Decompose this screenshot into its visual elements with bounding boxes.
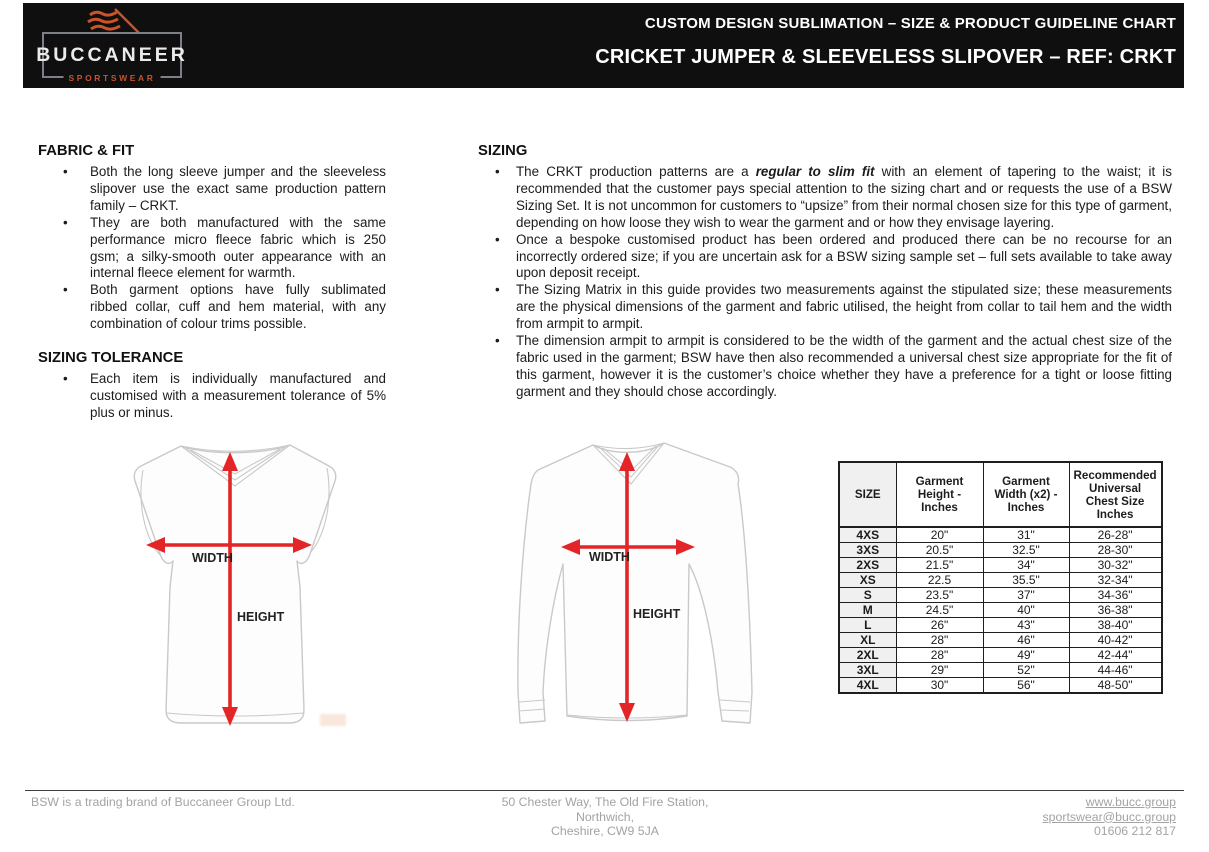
bullet-item: • The dimension armpit to armpit is considered to be the width of the garment and the actual chest size of the fabric used in the garment; BSW have then also recommended a universal chest size appropriate for the fit of this garment, however it is the customer’s choice whether they have a preference for a tight or loose fitting garment and they should chose accordingly. <box>516 333 1172 401</box>
logo-wordmark: BUCCANEER <box>36 43 188 66</box>
width-cell: 32.5" <box>983 543 1069 558</box>
table-row <box>839 573 1162 588</box>
width-label: WIDTH <box>589 550 630 564</box>
height-cell: 20.5" <box>896 543 983 558</box>
email-link[interactable]: sportswear@bucc.group <box>1042 809 1176 824</box>
height-cell: 24.5" <box>896 603 983 618</box>
height-cell: 29" <box>896 663 983 678</box>
height-cell: 22.5 <box>896 573 983 588</box>
chest-cell: 42-44" <box>1069 648 1162 663</box>
fit-note-pre: The CRKT production patterns are a <box>516 164 756 179</box>
section-title-fabric-fit: FABRIC & FIT <box>38 143 135 159</box>
size-cell: 2XL <box>839 648 896 663</box>
height-cell: 28" <box>896 648 983 663</box>
height-cell: 26" <box>896 618 983 633</box>
size-cell: L <box>839 618 896 633</box>
bullet-item: • The Sizing Matrix in this guide provides two measurements against the stipulated size; these measurements are the physical dimensions of the garment and fabric utilised, the height from collar to tail hem and the width from armpit to armpit. <box>516 282 1172 333</box>
fit-note-emphasis: regular to slim fit <box>755 164 875 179</box>
bullet-item: • Once a bespoke customised product has been ordered and produced there can be no recourse for an incorrectly ordered size; if you are uncertain ask for a BSW sizing sample set – full sets available to take away upon deposit receipt. <box>516 232 1172 283</box>
column-header-chest: Recommended Universal Chest Size Inches <box>1069 462 1162 527</box>
width-cell: 34" <box>983 558 1069 573</box>
jumper-outline <box>518 443 752 723</box>
sizing-list <box>478 164 1172 401</box>
chest-cell: 48-50" <box>1069 678 1162 694</box>
chest-cell: 28-30" <box>1069 543 1162 558</box>
logo-subtitle: SPORTSWEAR <box>64 73 161 83</box>
width-cell: 46" <box>983 633 1069 648</box>
width-cell: 40" <box>983 603 1069 618</box>
table-row <box>839 648 1162 663</box>
height-label: HEIGHT <box>237 610 285 624</box>
size-cell: M <box>839 603 896 618</box>
width-cell: 43" <box>983 618 1069 633</box>
document-title: CRICKET JUMPER & SLEEVELESS SLIPOVER – REF: CRKT <box>595 46 1176 68</box>
right-column <box>478 143 1172 401</box>
table-row <box>839 527 1162 543</box>
bullet-item-fit-note <box>516 164 1172 232</box>
bullet-item: • Both garment options have fully sublimated ribbed collar, cuff and hem material, with any combination of colour trims possible. <box>90 282 386 333</box>
header-bar <box>23 3 1184 88</box>
sizing-tolerance-list <box>38 371 386 422</box>
address-line: Northwich, <box>575 809 635 824</box>
width-cell: 35.5" <box>983 573 1069 588</box>
flag-icon <box>84 7 142 35</box>
height-cell: 23.5" <box>896 588 983 603</box>
size-cell: 2XS <box>839 558 896 573</box>
fit-note-post: with an element of tapering to the waist; it is recommended that the customer pays special attention to the sizing chart and or requests the use of a BSW Sizing Set. It is not uncommon for customers to “upsize” from their normal chosen size for this type of garment, depending on how loose they wish to wear the garment and or how they envisage layering. <box>516 164 1172 230</box>
size-cell: 3XS <box>839 543 896 558</box>
width-cell: 49" <box>983 648 1069 663</box>
chest-cell: 36-38" <box>1069 603 1162 618</box>
height-cell: 21.5" <box>896 558 983 573</box>
height-label: HEIGHT <box>633 607 681 621</box>
bullet-item: • They are both manufactured with the same performance micro fleece fabric which is 250 gsm; a silky-smooth outer appearance with an internal fleece element for warmth. <box>90 215 386 283</box>
table-row <box>839 588 1162 603</box>
width-cell: 56" <box>983 678 1069 694</box>
table-header-row <box>839 462 1162 527</box>
chest-cell: 40-42" <box>1069 633 1162 648</box>
chest-cell: 30-32" <box>1069 558 1162 573</box>
website-link[interactable]: www.bucc.group <box>1085 795 1176 809</box>
jumper-diagram <box>517 440 771 738</box>
size-cell: 4XL <box>839 678 896 694</box>
size-cell: 3XL <box>839 663 896 678</box>
table-row <box>839 603 1162 618</box>
phone-number: 01606 212 817 <box>1093 824 1176 839</box>
bullet-item: • Each item is individually manufactured and customised with a measurement tolerance of 5% plus or minus. <box>90 371 386 422</box>
size-cell: XL <box>839 633 896 648</box>
size-cell: XS <box>839 573 896 588</box>
table-row <box>839 678 1162 694</box>
table-row <box>839 543 1162 558</box>
chest-cell: 34-36" <box>1069 588 1162 603</box>
column-header-size: SIZE <box>839 462 896 527</box>
chest-cell: 44-46" <box>1069 663 1162 678</box>
bullet-item: • Both the long sleeve jumper and the sleeveless slipover use the exact same production pattern family – CRKT. <box>90 164 386 215</box>
address-line: 50 Chester Way, The Old Fire Station, <box>501 795 709 809</box>
slipover-diagram <box>126 442 374 736</box>
footer-trading-note: BSW is a trading brand of Buccaneer Group Ltd. <box>31 795 295 809</box>
size-cell: S <box>839 588 896 603</box>
height-cell: 30" <box>896 678 983 694</box>
document-subtitle: CUSTOM DESIGN SUBLIMATION – SIZE & PRODUCT GUIDELINE CHART <box>644 15 1176 32</box>
chest-cell: 38-40" <box>1069 618 1162 633</box>
logo-frame <box>36 32 188 83</box>
width-label: WIDTH <box>192 551 233 565</box>
size-matrix-table <box>838 461 1163 694</box>
section-title-sizing-tolerance: SIZING TOLERANCE <box>38 350 184 367</box>
slipover-outline <box>134 445 336 723</box>
table-row <box>839 618 1162 633</box>
footer-address <box>455 795 755 839</box>
width-cell: 52" <box>983 663 1069 678</box>
width-cell: 37" <box>983 588 1069 603</box>
table-row <box>839 633 1162 648</box>
address-line: Cheshire, CW9 5JA <box>551 824 659 839</box>
fabric-fit-list <box>38 164 386 333</box>
table-row <box>839 558 1162 573</box>
chest-cell: 26-28" <box>1069 527 1162 543</box>
footer-divider <box>25 790 1184 791</box>
size-cell: 4XS <box>839 527 896 543</box>
chest-cell: 32-34" <box>1069 573 1162 588</box>
left-column <box>38 143 386 422</box>
column-header-height: Garment Height - Inches <box>896 462 983 527</box>
width-cell: 31" <box>983 527 1069 543</box>
table-row <box>839 663 1162 678</box>
buccaneer-logo <box>36 3 190 88</box>
section-title-sizing: SIZING <box>478 143 528 159</box>
watermark-smudge <box>320 714 346 726</box>
footer-contact <box>1043 795 1176 839</box>
height-cell: 28" <box>896 633 983 648</box>
height-cell: 20" <box>896 527 983 543</box>
header-titles <box>595 3 1176 88</box>
column-header-width: Garment Width (x2) - Inches <box>983 462 1069 527</box>
